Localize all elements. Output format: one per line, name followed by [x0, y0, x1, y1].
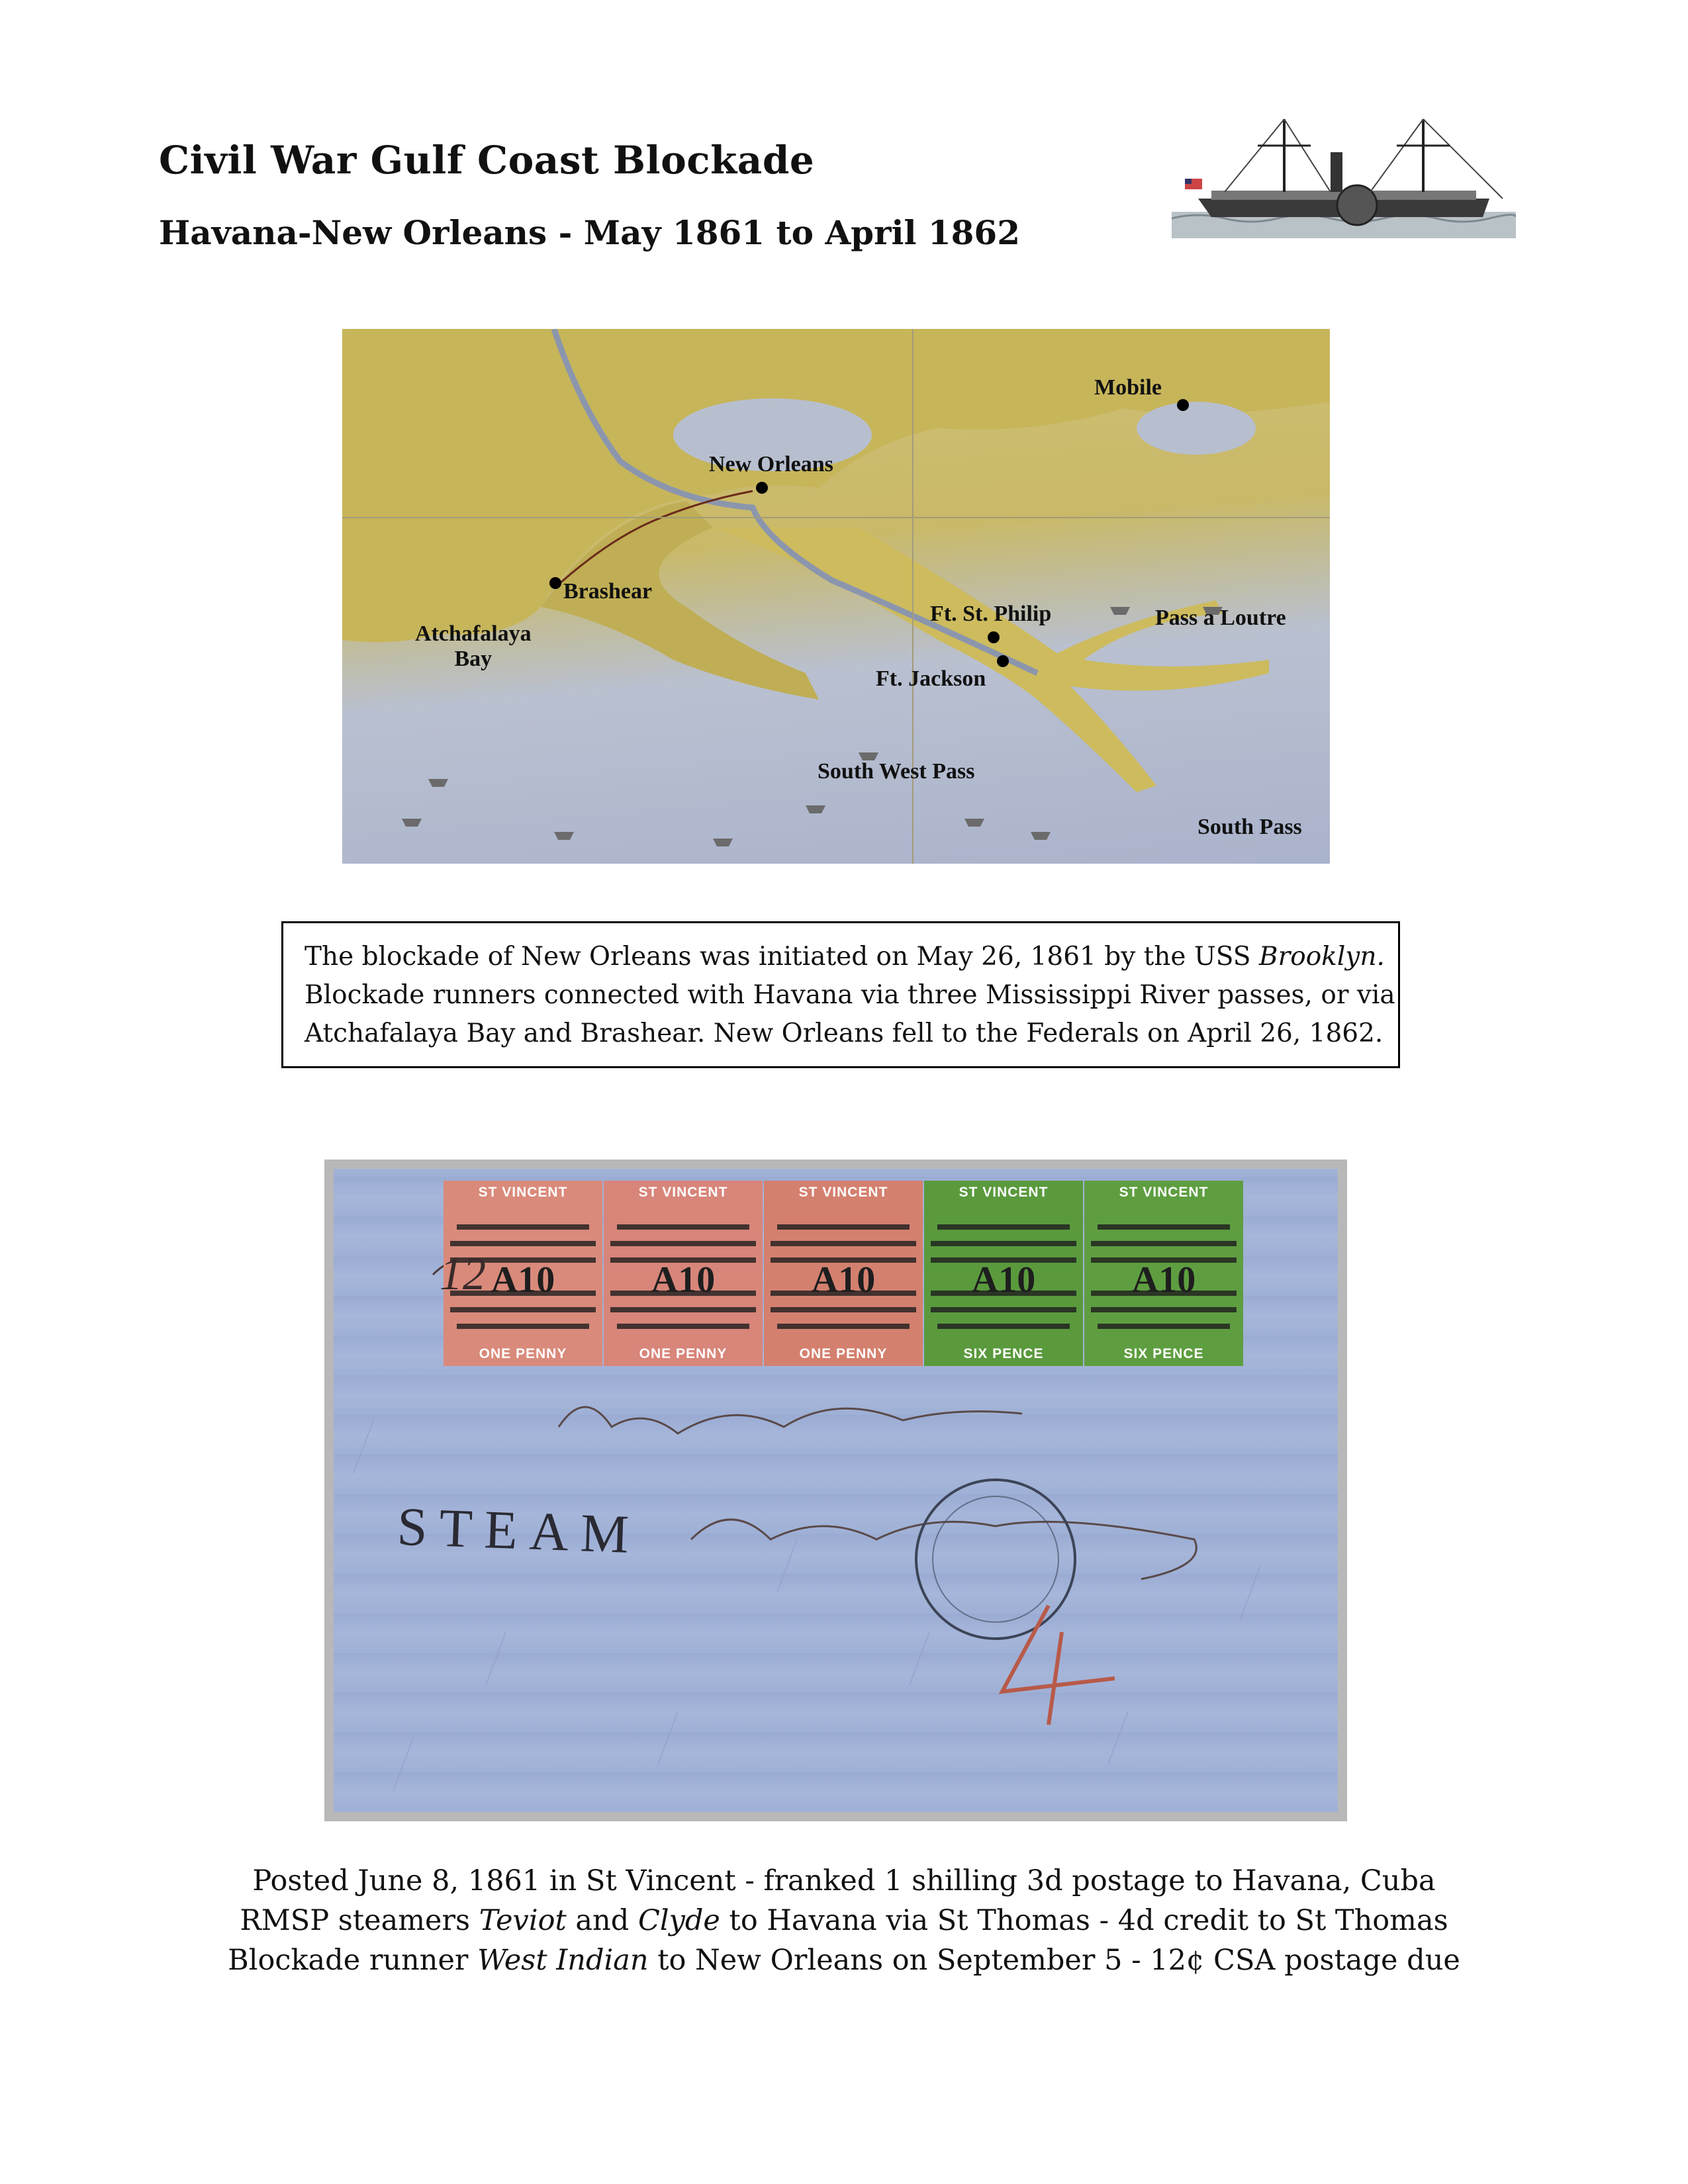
stamp-label-top: ST VINCENT [798, 1185, 888, 1200]
page-subtitle: Havana-New Orleans - May 1861 to April 1862 [159, 213, 1021, 252]
map-label-ft-jackson: Ft. Jackson [876, 666, 986, 691]
caption-line-3-part: Blockade runner [228, 1944, 478, 1977]
stamp-one-penny-2 [604, 1181, 763, 1366]
map-label-new-orleans: New Orleans [709, 452, 833, 477]
map-label-atchafalaya-line2: Bay [454, 647, 492, 671]
stamp-label-bottom: ONE PENNY [479, 1346, 567, 1361]
caption-line-3 [0, 1940, 1688, 1980]
info-line-1 [305, 938, 1385, 976]
cancel-a10: A10 [1131, 1259, 1196, 1300]
gulf-coast-map [342, 329, 1330, 864]
caption-line-2-part: to Havana via St Thomas - 4d credit to St Thomas [720, 1904, 1448, 1937]
info-line-1-text: The blockade of New Orleans was initiated on May 26, 1861 by the USS [305, 942, 1259, 972]
ship-name-west-indian: West Indian [477, 1944, 649, 1977]
stamp-label-bottom: ONE PENNY [639, 1346, 727, 1361]
map-label-south-west-pass: South West Pass [818, 759, 975, 784]
stamp-label-top: ST VINCENT [638, 1185, 728, 1200]
stamp-one-penny-3 [764, 1181, 923, 1366]
map-label-atchafalaya-bay [415, 621, 532, 672]
stamp-label-bottom: SIX PENCE [963, 1346, 1044, 1361]
map-label-pass-a-loutre: Pass a Loutre [1155, 606, 1286, 630]
steam-handstamp: STEAM [396, 1496, 642, 1565]
caption-line-2-part: and [566, 1904, 638, 1937]
caption-line-1: Posted June 8, 1861 in St Vincent - franked 1 shilling 3d postage to Havana, Cuba [252, 1864, 1436, 1897]
map-label-ft-st-philip: Ft. St. Philip [930, 602, 1052, 626]
postal-cover-frame [324, 1160, 1347, 1821]
postal-cover [334, 1169, 1338, 1812]
stamp-label-top: ST VINCENT [1119, 1185, 1209, 1200]
caption-line-2-part: RMSP steamers [240, 1904, 479, 1937]
cancel-a10: A10 [971, 1259, 1036, 1300]
ship-name-clyde: Clyde [637, 1904, 720, 1937]
map-label-brashear: Brashear [563, 579, 653, 604]
stamp-label-top: ST VINCENT [959, 1185, 1049, 1200]
cancel-a10: A10 [651, 1259, 716, 1300]
stamp-six-pence-2 [1084, 1181, 1243, 1366]
stamp-label-bottom: SIX PENCE [1123, 1346, 1204, 1361]
stamp-label-bottom: ONE PENNY [799, 1346, 888, 1361]
rate-mark-12: 12 [440, 1249, 486, 1300]
map-label-mobile: Mobile [1094, 375, 1162, 400]
ship-name-brooklyn: Brooklyn. [1258, 942, 1385, 972]
ship-name-teviot: Teviot [479, 1904, 567, 1937]
page-title: Civil War Gulf Coast Blockade [159, 138, 815, 183]
map-label-atchafalaya-line1: Atchafalaya [415, 621, 532, 646]
cover-caption [0, 1861, 1688, 1980]
map-label-south-pass: South Pass [1197, 815, 1302, 839]
cancel-a10: A10 [811, 1259, 876, 1300]
paddle-steamer-icon [1172, 113, 1516, 245]
stamp-six-pence-1 [924, 1181, 1083, 1366]
info-line-3: Atchafalaya Bay and Brashear. New Orleans fell to the Federals on April 26, 1862. [305, 1019, 1383, 1048]
caption-line-2 [0, 1901, 1688, 1940]
caption-line-3-part: to New Orleans on September 5 - 12¢ CSA postage due [648, 1944, 1460, 1977]
cancel-a10: A10 [491, 1259, 555, 1300]
info-line-2: Blockade runners connected with Havana via three Mississippi River passes, or via [305, 980, 1395, 1010]
blockade-info-box [281, 921, 1400, 1068]
stamp-label-top: ST VINCENT [478, 1185, 568, 1200]
